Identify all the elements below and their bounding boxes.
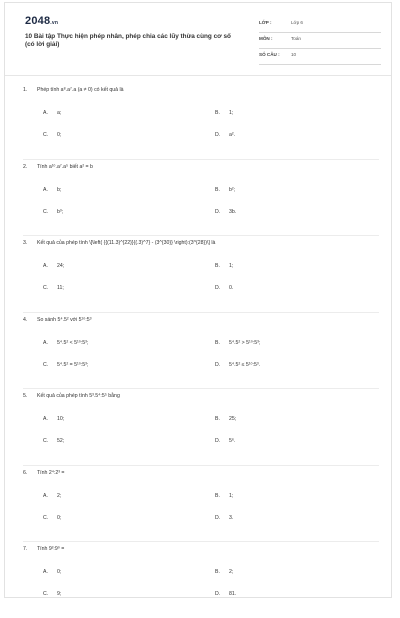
meta-value: Toán [291,36,301,41]
question-stem [23,87,124,93]
document-title: 10 Bài tập Thực hiện phép nhân, phép chia các lũy thừa cùng cơ số (có lời giải) [25,33,231,48]
question-stem [23,164,93,170]
question-item [23,236,379,313]
meta-value: Lớp 6 [291,20,303,25]
option-d[interactable]: D. 81. [215,591,237,597]
option-a[interactable]: A. 10; [43,416,65,422]
question-number: 6. [23,469,28,476]
question-text: So sánh 5⁴.5² với 5¹⁰:5³ [37,316,92,323]
question-stem [23,240,215,246]
meta-label: LỚP : [259,20,272,25]
option-b[interactable]: B. 2; [215,569,234,575]
meta-row-subject [259,33,381,49]
document-page [4,2,392,598]
question-number: 4. [23,316,28,323]
question-text: Tính a¹⁰.a⁷.a⁵ biết a² = b [37,163,93,170]
option-b[interactable]: B. b²; [215,186,236,193]
question-item [23,160,379,237]
option-b[interactable]: B. 1; [215,492,234,499]
option-c[interactable]: C. 0; [43,514,62,521]
option-d[interactable]: D. 5⁶. [215,438,236,444]
option-a[interactable]: A. 0; [43,569,62,575]
question-item [23,542,379,618]
option-d[interactable]: D. 3b. [215,208,237,215]
meta-label: MÔN : [259,36,273,41]
option-c[interactable]: C. b³; [43,208,64,215]
question-text: Kết quả của phép tính \[\left( {{(11.3)^{22}}{(.3)^7} - (3^{30}} \right):(3^{28})\] là [37,240,216,246]
option-d[interactable]: D. 0. [215,285,234,291]
option-d[interactable]: D. a². [215,132,236,138]
option-c[interactable]: C. 11; [43,285,64,291]
question-stem [23,317,91,323]
meta-label: SỐ CÂU : [259,52,280,57]
question-item [23,466,379,543]
meta-row-class [259,17,381,33]
question-stem [23,546,64,552]
question-list [23,83,379,618]
document-header [19,15,381,67]
option-c[interactable]: C. 52; [43,438,65,444]
option-b[interactable]: B. 25; [215,416,237,422]
header-divider [5,75,391,76]
site-logo[interactable]: 2048.vn [25,15,59,27]
question-text: Tính 2⁴:2³ = [37,469,65,476]
question-item [23,83,379,160]
option-b[interactable]: B. 1; [215,110,234,116]
question-number: 3. [23,240,28,246]
question-number: 2. [23,163,28,170]
question-number: 1. [23,87,28,93]
question-number: 7. [23,546,28,552]
document-meta [259,17,381,65]
question-number: 5. [23,393,28,399]
question-item [23,313,379,390]
question-stem [23,393,120,399]
option-a[interactable]: A. 2; [43,492,62,499]
option-c[interactable]: C. 9; [43,591,62,597]
option-c[interactable]: C. 5⁴.5² = 5¹⁰:5³; [43,361,89,368]
option-b[interactable]: B. 5⁴.5² > 5¹⁰:5³; [215,339,261,346]
option-a[interactable]: A. a; [43,110,62,116]
question-stem [23,470,64,476]
option-d[interactable]: D. 5⁴.5² ≤ 5¹⁰:5³. [215,361,261,368]
meta-value: 10 [291,52,297,57]
question-text: Kết quả của phép tính 5³.5⁴:5⁵ bằng [37,393,120,399]
option-a[interactable]: A. b; [43,186,62,193]
option-a[interactable]: A. 5⁴.5² < 5¹⁰:5³; [43,339,89,346]
question-text: Phép tính a⁸.a⁷.a (a ≠ 0) có kết quả là [37,87,124,93]
option-b[interactable]: B. 1; [215,263,234,269]
option-c[interactable]: C. 0; [43,132,62,138]
question-text: Tính 9²:9⁰ = [37,546,65,552]
option-a[interactable]: A. 24; [43,263,65,269]
option-d[interactable]: D. 3. [215,514,234,521]
meta-row-count [259,49,381,65]
question-item [23,389,379,466]
